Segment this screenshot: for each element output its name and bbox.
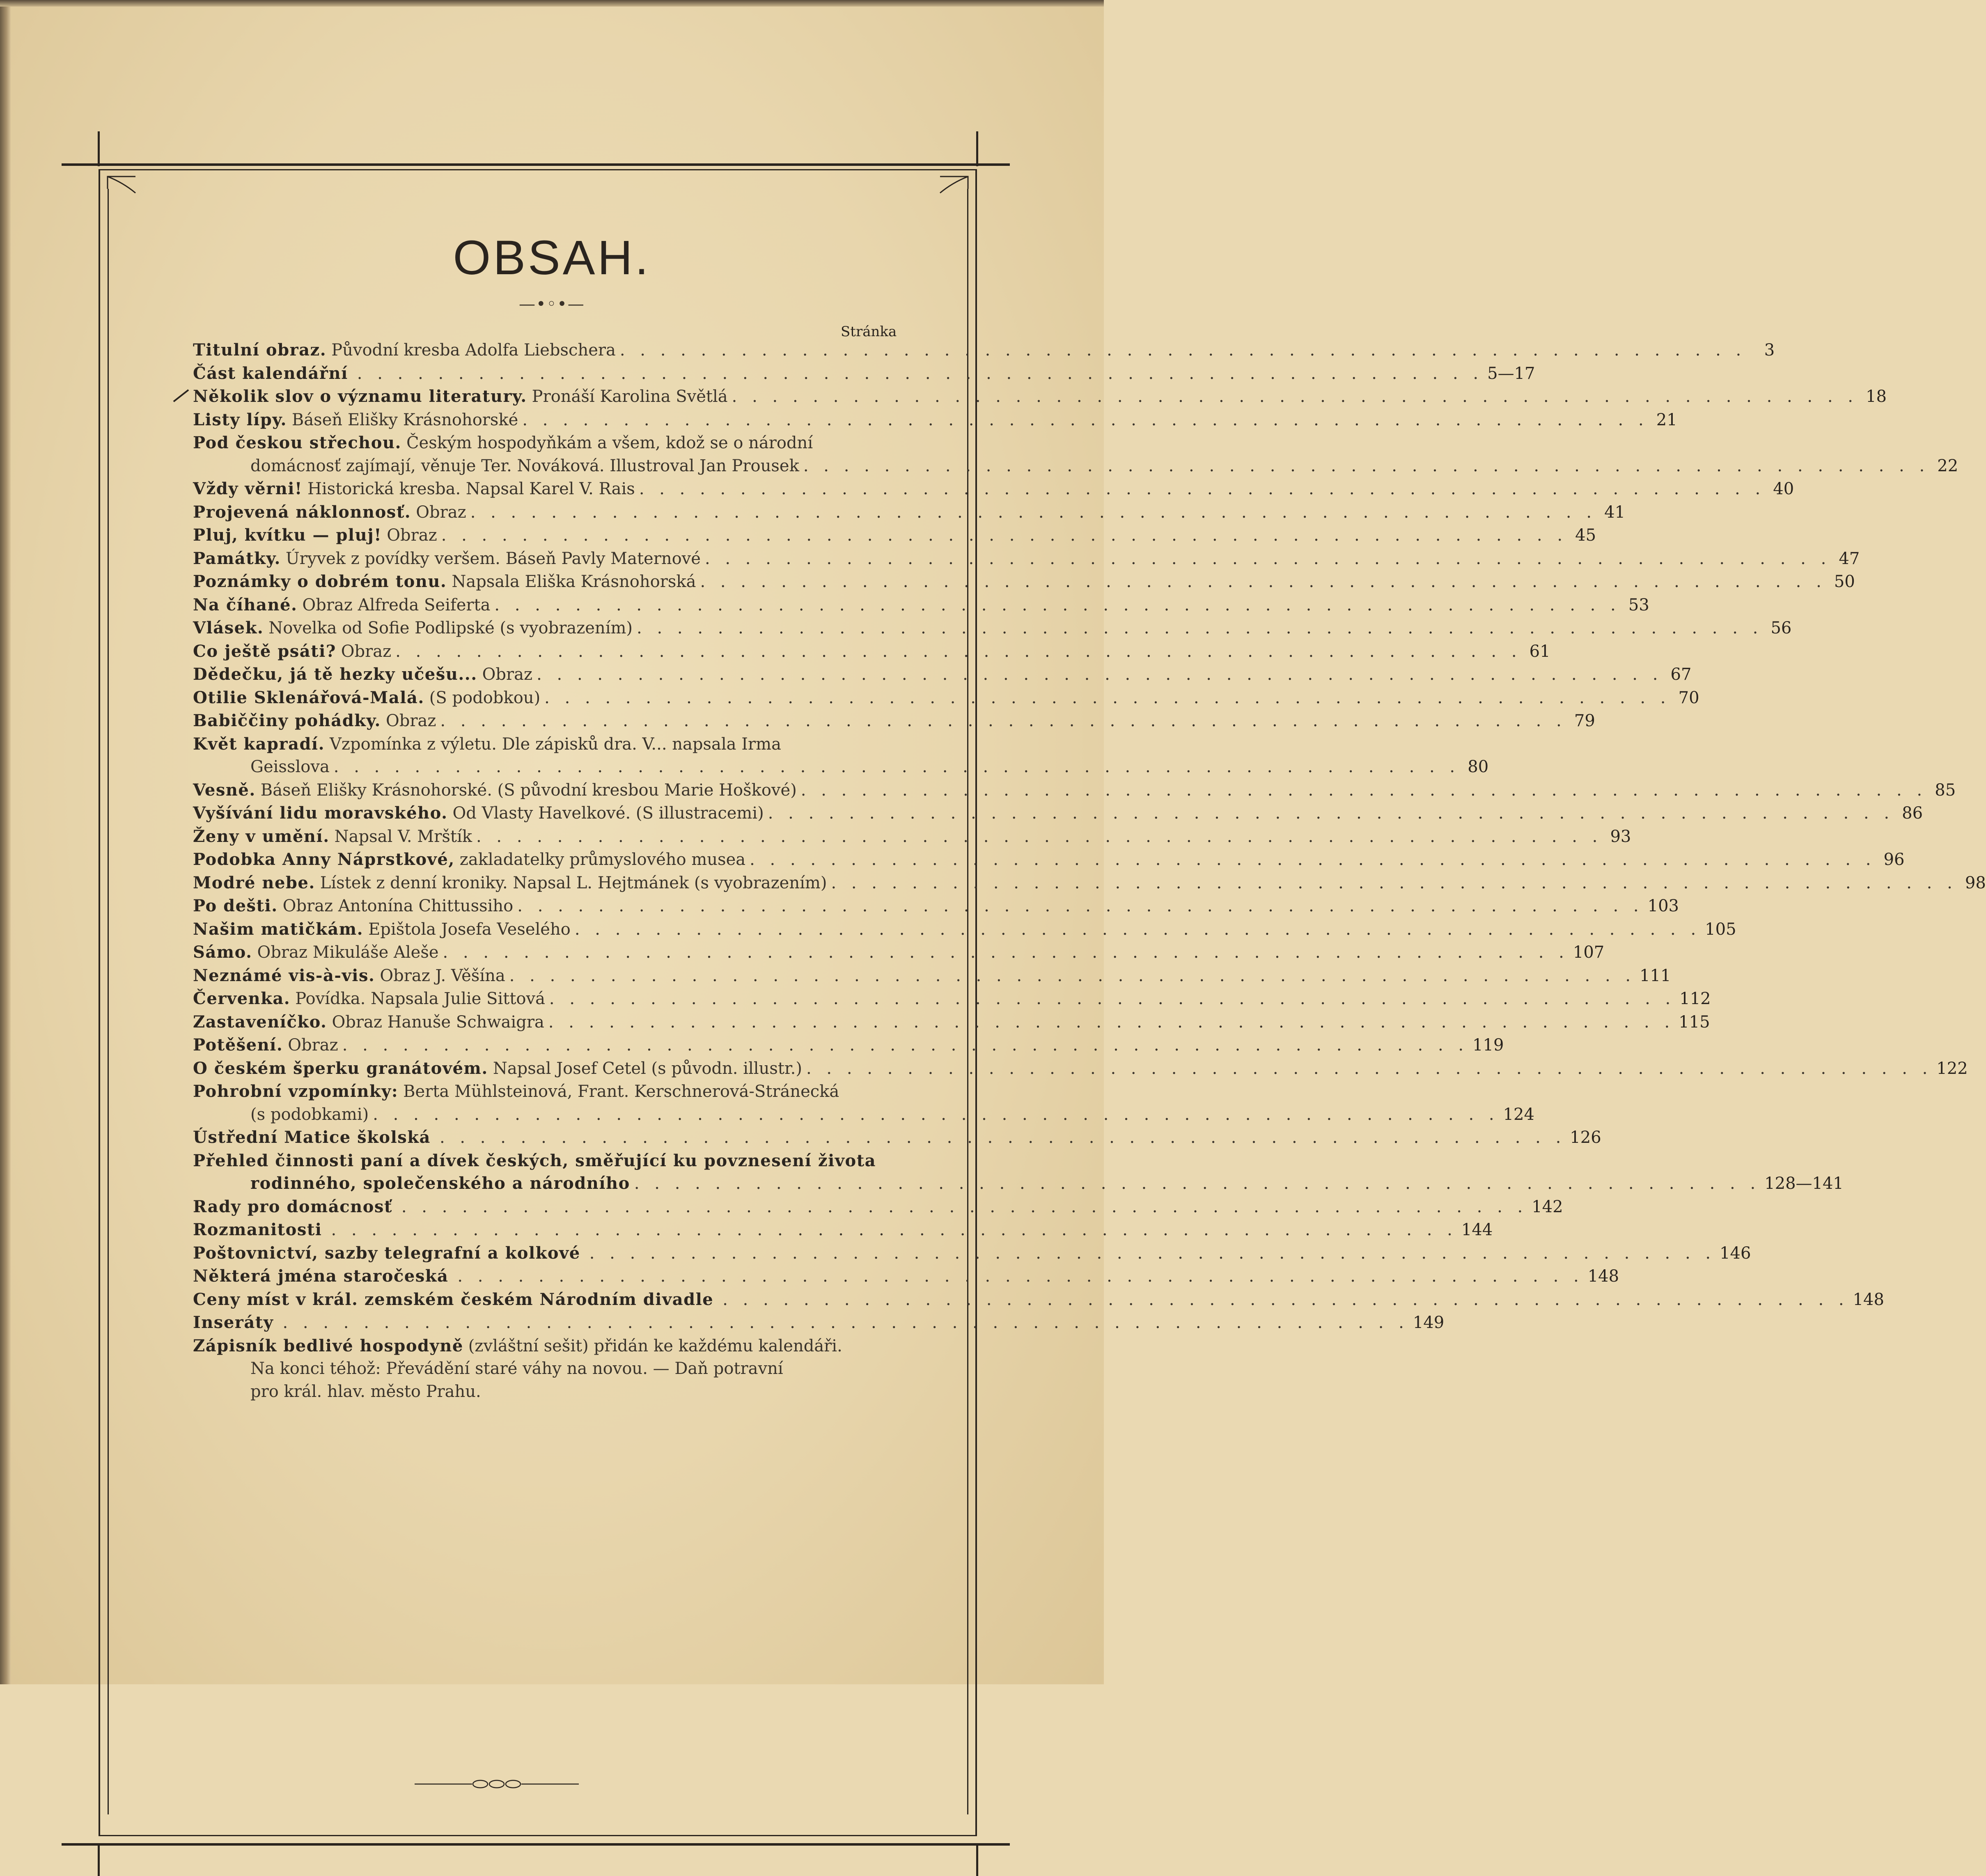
toc-leader-dots: . . . . . . . . . . . . . . . . . . . . . . . . . . . . . . . . . . . . . . . . . . . . . . . . . . . . . . . .	[704, 549, 1831, 568]
toc-entry	[193, 1311, 1445, 1335]
toc-entry	[193, 663, 1692, 686]
toc-leader-dots: . . . . . . . . . . . . . . . . . . . . . . . . . . . . . . . . . . . . . . . . . . . . . . . . . . . . . . . .	[439, 1128, 1566, 1147]
footer-ornament-icon	[415, 1776, 579, 1792]
toc-leader-dots: . . . . . . . . . . . . . . . . . . . . . . . . . . . . . . . . . . . . . . . . . . . . . . . . . . . . . . . .	[537, 665, 1663, 684]
toc-entry-title: Projevená náklonnosť.	[193, 502, 411, 522]
toc-entry	[193, 1057, 1968, 1080]
toc-leader-dots: . . . . . . . . . . . . . . . . . . . . . . . . . . . . . . . . . . . . . . . . . . . . . . . . . . . . . . . .	[700, 572, 1826, 591]
toc-page-number: 149	[1413, 1313, 1445, 1332]
toc-leader-dots: . . . . . . . . . . . . . . . . . . . . . . . . . . . . . . . . . . . . . . . . . . . . . . . . . . . . . . . .	[342, 1036, 1469, 1055]
toc-entry-description: zakladatelky průmyslového musea	[459, 850, 746, 869]
toc-entry-description: (s podobkami)	[250, 1105, 369, 1124]
toc-leader-dots: . . . . . . . . . . . . . . . . . . . . . . . . . . . . . . . . . . . . . . . . . . . . . . . . . . . . . . . .	[619, 341, 1746, 360]
toc-entry	[193, 1034, 1504, 1057]
toc-entry	[193, 524, 1596, 547]
toc-page-number: 96	[1883, 850, 1905, 869]
toc-leader-dots: . . . . . . . . . . . . . . . . . . . . . . . . . . . . . . . . . . . . . . . . . . . . . . . . . . . . . . . .	[803, 456, 1930, 475]
toc-entry-description: Obraz	[288, 1036, 338, 1055]
toc-entry-title: Část kalendářní	[193, 363, 348, 383]
toc-entry-description: domácnosť zajímají, věnuje Ter. Nováková. Illustroval Jan Prousek	[250, 456, 799, 475]
toc-leader-dots: . . . . . . . . . . . . . . . . . . . . . . . . . . . . . . . . . . . . . . . . . . . . . . . . . . . . . . . .	[522, 410, 1649, 429]
toc-entry-description: Obraz	[385, 711, 436, 730]
toc-page-number: 3	[1764, 341, 1775, 360]
toc-entry-title: Co ještě psáti?	[193, 641, 336, 661]
toc-entry-title: Některá jména staročeská	[193, 1266, 449, 1286]
toc-entry-title: Ceny míst v král. zemském českém Národním divadle	[193, 1289, 714, 1309]
toc-page-number: 45	[1575, 526, 1596, 545]
toc-entry	[193, 547, 1860, 571]
corner-top-right-icon	[940, 177, 968, 193]
toc-entry	[193, 964, 1671, 988]
toc-entry-description: rodinného, společenského a národního	[250, 1174, 630, 1193]
toc-page-number: 146	[1720, 1243, 1751, 1263]
toc-entry-title: Vesně.	[193, 780, 256, 800]
toc-leader-dots: . . . . . . . . . . . . . . . . . . . . . . . . . . . . . . . . . . . . . . . . . . . . . . . . . . . . . . . .	[549, 989, 1676, 1008]
toc-entry	[193, 825, 1631, 849]
toc-page-number: 50	[1834, 572, 1855, 591]
toc-entry-description: Napsal V. Mrštík	[334, 827, 472, 846]
toc-page-number: 56	[1770, 619, 1792, 638]
toc-entry	[193, 871, 1986, 895]
toc-entry	[193, 477, 1794, 501]
toc-entry-title: Titulní obraz.	[193, 340, 327, 360]
toc-page-number: 112	[1679, 989, 1711, 1008]
toc-page-number: 18	[1866, 387, 1887, 406]
toc-leader-dots: . . . . . . . . . . . . . . . . . . . . . . . . . . . . . . . . . . . . . . . . . . . . . . . . . . . . . . . .	[470, 502, 1597, 522]
closing-note-line-1	[193, 1335, 883, 1358]
toc-entry-title: Našim matičkám.	[193, 919, 364, 939]
toc-entry-title: Červenka.	[193, 989, 291, 1008]
toc-entry	[193, 385, 1887, 408]
closing-note-text: (zvláštní sešit) přidán ke každému kalendáři.	[468, 1336, 842, 1355]
toc-entry	[193, 1195, 1563, 1219]
toc-leader-dots: . . . . . . . . . . . . . . . . . . . . . . . . . . . . . . . . . . . . . . . . . . . . . . . . . . . . . . . .	[637, 619, 1763, 638]
toc-entry-title: Památky.	[193, 548, 281, 568]
toc-leader-dots: . . . . . . . . . . . . . . . . . . . . . . . . . . . . . . . . . . . . . . . . . . . . . . . . . . . . . . . .	[440, 711, 1566, 730]
toc-leader-dots: . . . . . . . . . . . . . . . . . . . . . . . . . . . . . . . . . . . . . . . . . . . . . . . . . . . . . . . .	[494, 595, 1621, 615]
toc-page-number: 98	[1965, 873, 1986, 892]
toc-page-number: 124	[1503, 1105, 1534, 1124]
frame-bottom-rule	[62, 1843, 1010, 1846]
toc-entry	[193, 756, 1489, 779]
toc-entry-description: Báseň Elišky Krásnohorské. (S původní kresbou Marie Hoškové)	[260, 780, 797, 800]
toc-entry	[193, 894, 1679, 918]
toc-entry	[193, 686, 1699, 710]
toc-leader-dots: . . . . . . . . . . . . . . . . . . . . . . . . . . . . . . . . . . . . . . . . . . . . . . . . . . . . . . . .	[476, 827, 1603, 846]
toc-page-number: 128—141	[1764, 1174, 1844, 1193]
toc-leader-dots: . . . . . . . . . . . . . . . . . . . . . . . . . . . . . . . . . . . . . . . . . . . . . . . . . . . . . . . .	[333, 757, 1460, 776]
toc-page-number: 144	[1461, 1220, 1493, 1239]
toc-entry-title: Rozmanitosti	[193, 1220, 322, 1239]
toc-entry-title: O českém šperku granátovém.	[193, 1058, 488, 1078]
toc-entry	[193, 408, 1677, 432]
toc-leader-dots: . . . . . . . . . . . . . . . . . . . . . . . . . . . . . . . . . . . . . . . . . . . . . . . . . . . . . . . .	[768, 804, 1894, 823]
toc-entry	[193, 941, 1605, 964]
toc-entry-title: Rady pro domácnosť	[193, 1197, 392, 1216]
toc-page-number: 105	[1705, 920, 1736, 939]
toc-leader-dots: . . . . . . . . . . . . . . . . . . . . . . . . . . . . . . . . . . . . . . . . . . . . . . . . . . . . . . . .	[441, 526, 1568, 545]
toc-entry-description: Báseň Elišky Krásnohorské	[291, 410, 518, 429]
toc-page-number: 5—17	[1487, 364, 1535, 383]
toc-page-number: 122	[1936, 1059, 1968, 1078]
toc-entry-description: Českým hospodyňkám a všem, kdož se o národní	[406, 433, 813, 452]
toc-entry-description: (S podobkou)	[429, 688, 541, 707]
toc-leader-dots: . . . . . . . . . . . . . . . . . . . . . . . . . . . . . . . . . . . . . . . . . . . . . . . . . . . . . . . .	[282, 1313, 1409, 1332]
closing-note-title: Zápisník bedlivé hospodyně	[193, 1336, 463, 1355]
toc-entry-description: Historická kresba. Napsal Karel V. Rais	[307, 479, 635, 498]
toc-entry	[193, 1103, 1534, 1126]
toc-entry-description: Pronáší Karolina Světlá	[532, 387, 728, 406]
toc-entry	[193, 640, 1550, 663]
toc-leader-dots: . . . . . . . . . . . . . . . . . . . . . . . . . . . . . . . . . . . . . . . . . . . . . . . . . . . . . . . .	[443, 943, 1569, 962]
toc-page-number: 86	[1902, 804, 1923, 823]
toc-entry-title: Ženy v umění.	[193, 826, 330, 846]
table-of-contents	[193, 339, 1986, 1403]
toc-entry-description: Napsala Eliška Krásnohorská	[452, 572, 696, 591]
toc-page-number: 53	[1628, 595, 1649, 615]
toc-entry-description: Obraz	[341, 642, 392, 661]
toc-leader-dots: . . . . . . . . . . . . . . . . . . . . . . . . . . . . . . . . . . . . . . . . . . . . . . . . . . . . . . . .	[574, 920, 1701, 939]
toc-entry	[193, 802, 1923, 825]
toc-entry-title: Poštovnictví, sazby telegrafní a kolkové	[193, 1243, 580, 1263]
toc-entry	[193, 918, 1736, 941]
toc-page-number: 107	[1573, 943, 1605, 962]
toc-page-number: 115	[1679, 1012, 1710, 1032]
toc-entry	[193, 1288, 1884, 1312]
toc-entry	[193, 362, 1535, 385]
toc-leader-dots: . . . . . . . . . . . . . . . . . . . . . . . . . . . . . . . . . . . . . . . . . . . . . . . . . . . . . . . .	[509, 966, 1636, 985]
toc-entry-title: Zastaveníčko.	[193, 1012, 327, 1032]
toc-page-number: 67	[1670, 665, 1692, 684]
toc-entry-description: Obraz Antonína Chittussiho	[282, 897, 514, 915]
toc-entry-title: Sámo.	[193, 943, 252, 962]
toc-page-number: 22	[1937, 456, 1958, 475]
toc-entry-title: Potěšení.	[193, 1035, 283, 1055]
toc-page-number: 79	[1574, 711, 1595, 730]
toc-leader-dots: . . . . . . . . . . . . . . . . . . . . . . . . . . . . . . . . . . . . . . . . . . . . . . . . . . . . . . . .	[732, 387, 1858, 406]
toc-leader-dots: . . . . . . . . . . . . . . . . . . . . . . . . . . . . . . . . . . . . . . . . . . . . . . . . . . . . . . . .	[331, 1220, 1457, 1239]
toc-entry-title: Listy lípy.	[193, 410, 287, 429]
toc-entry-description: Povídka. Napsala Julie Sittová	[295, 989, 545, 1008]
toc-entry-description: Berta Mühlsteinová, Frant. Kerschnerová-Stránecká	[403, 1082, 839, 1101]
toc-page-number: 93	[1610, 827, 1631, 846]
toc-page-number: 47	[1839, 549, 1860, 568]
toc-entry-title: Poznámky o dobrém tonu.	[193, 572, 447, 591]
toc-entry-description: Napsal Josef Cetel (s původn. illustr.)	[493, 1059, 802, 1078]
toc-page-number: 111	[1640, 966, 1671, 985]
toc-entry-title: Přehled činnosti paní a dívek českých, směřující ku povznesení života	[193, 1151, 876, 1170]
toc-leader-dots: . . . . . . . . . . . . . . . . . . . . . . . . . . . . . . . . . . . . . . . . . . . . . . . . . . . . . . . .	[831, 873, 1957, 892]
closing-note-line3: pro král. hlav. město Prahu.	[250, 1382, 481, 1401]
toc-entry-title: Květ kapradí.	[193, 734, 325, 754]
page-column-header: Stránka	[841, 323, 897, 340]
toc-leader-dots: . . . . . . . . . . . . . . . . . . . . . . . . . . . . . . . . . . . . . . . . . . . . . . . . . . . . . . . .	[800, 780, 1927, 800]
toc-entry	[193, 1265, 1619, 1288]
page-title: OBSAH.	[453, 231, 651, 285]
toc-entry-title: Modré nebe.	[193, 873, 315, 892]
toc-leader-dots: . . . . . . . . . . . . . . . . . . . . . . . . . . . . . . . . . . . . . . . . . . . . . . . . . . . . . . . .	[395, 642, 1522, 661]
toc-entry-title: Pluj, kvítku — pluj!	[193, 525, 382, 545]
toc-entry-title: Pohrobní vzpomínky:	[193, 1082, 399, 1101]
toc-entry	[193, 1011, 1710, 1034]
toc-entry-title: Podobka Anny Náprstkové,	[193, 850, 455, 869]
toc-entry-title: Neznámé vis-à-vis.	[193, 966, 375, 985]
toc-page-number: 148	[1587, 1267, 1619, 1286]
toc-entry-description: Vzpomínka z výletu. Dle zápisků dra. V... napsala Irma	[330, 734, 781, 754]
toc-entry	[193, 1172, 1844, 1195]
toc-leader-dots: . . . . . . . . . . . . . . . . . . . . . . . . . . . . . . . . . . . . . . . . . . . . . . . . . . . . . . . .	[517, 897, 1644, 915]
toc-entry	[193, 594, 1649, 617]
toc-entry	[193, 570, 1855, 594]
toc-entry-description: Obraz	[482, 665, 533, 684]
toc-entry-title: Vždy věrni!	[193, 479, 303, 498]
toc-entry-title: Dědečku, já tě hezky učešu...	[193, 665, 477, 684]
toc-leader-dots: . . . . . . . . . . . . . . . . . . . . . . . . . . . . . . . . . . . . . . . . . . . . . . . . . . . . . . . .	[457, 1267, 1584, 1286]
toc-entry	[193, 779, 1956, 802]
toc-leader-dots: . . . . . . . . . . . . . . . . . . . . . . . . . . . . . . . . . . . . . . . . . . . . . . . . . . . . . . . .	[589, 1243, 1716, 1263]
toc-leader-dots: . . . . . . . . . . . . . . . . . . . . . . . . . . . . . . . . . . . . . . . . . . . . . . . . . . . . . . . .	[722, 1290, 1849, 1309]
toc-entry	[193, 1149, 883, 1172]
toc-entry	[193, 455, 1958, 478]
toc-entry-description: Obraz	[387, 526, 437, 545]
toc-page-number: 142	[1532, 1197, 1563, 1216]
toc-entry-description: Obraz Mikuláše Aleše	[257, 943, 439, 962]
toc-leader-dots: . . . . . . . . . . . . . . . . . . . . . . . . . . . . . . . . . . . . . . . . . . . . . . . . . . . . . . . .	[401, 1197, 1528, 1216]
toc-entry-title: Pod českou střechou.	[193, 433, 401, 452]
toc-entry	[193, 617, 1792, 640]
toc-entry	[193, 501, 1626, 524]
toc-entry	[193, 1080, 883, 1103]
toc-entry-description: Geisslova	[250, 757, 330, 776]
corner-top-left-icon	[108, 177, 135, 193]
toc-entry	[193, 848, 1905, 871]
frame-bottom-right-tick	[976, 1843, 978, 1876]
toc-leader-dots: . . . . . . . . . . . . . . . . . . . . . . . . . . . . . . . . . . . . . . . . . . . . . . . . . . . . . . . .	[750, 850, 1876, 869]
toc-page-number: 119	[1472, 1036, 1504, 1055]
toc-leader-dots: . . . . . . . . . . . . . . . . . . . . . . . . . . . . . . . . . . . . . . . . . . . . . . . . . . . . . . . .	[544, 688, 1671, 707]
toc-entry	[193, 709, 1595, 733]
toc-entry	[193, 733, 883, 756]
toc-page-number: 40	[1773, 479, 1794, 498]
toc-entry-description: Původní kresba Adolfa Liebschera	[331, 341, 616, 360]
toc-entry-title: Vlásek.	[193, 618, 264, 638]
toc-entry-title: Ústřední Matice školská	[193, 1128, 431, 1147]
toc-entry-description: Úryvek z povídky veršem. Báseň Pavly Maternové	[285, 549, 701, 568]
toc-leader-dots: . . . . . . . . . . . . . . . . . . . . . . . . . . . . . . . . . . . . . . . . . . . . . . . . . . . . . . . .	[373, 1105, 1499, 1124]
closing-note-line2: Na konci téhož: Převádění staré váhy na novou. — Daň potravní	[250, 1359, 783, 1378]
title-ornament: —•◦•—	[519, 295, 585, 314]
toc-entry-description: Od Vlasty Havelkové. (S illustracemi)	[452, 804, 764, 823]
toc-entry-title: Babiččiny pohádky.	[193, 711, 381, 730]
toc-entry	[193, 431, 883, 455]
toc-entry-description: Obraz J. Věšína	[380, 966, 505, 985]
toc-entry	[193, 1242, 1751, 1265]
toc-leader-dots: . . . . . . . . . . . . . . . . . . . . . . . . . . . . . . . . . . . . . . . . . . . . . . . . . . . . . . . .	[634, 1174, 1761, 1193]
toc-page-number: 21	[1656, 410, 1677, 429]
frame-bottom-inner-rule	[99, 1835, 977, 1836]
toc-entry-title: Vyšívání lidu moravského.	[193, 803, 448, 823]
toc-entry-title: Otilie Sklenářová-Malá.	[193, 688, 424, 707]
toc-entry-description: Obraz Alfreda Seiferta	[302, 595, 491, 615]
toc-page-number: 61	[1529, 642, 1550, 661]
toc-entry	[193, 1126, 1601, 1149]
toc-entry	[193, 339, 1775, 362]
toc-entry-description: Novelka od Sofie Podlipské (s vyobrazením)	[268, 619, 633, 638]
toc-entry-description: Obraz Hanuše Schwaigra	[332, 1012, 544, 1032]
frame-bottom-left-tick	[98, 1843, 100, 1876]
toc-entry-description: Epištola Josefa Veselého	[368, 920, 571, 939]
toc-page-number: 41	[1604, 502, 1626, 522]
toc-entry-title: Na číhané.	[193, 595, 298, 615]
toc-leader-dots: . . . . . . . . . . . . . . . . . . . . . . . . . . . . . . . . . . . . . . . . . . . . . . . . . . . . . . . .	[639, 479, 1766, 498]
toc-leader-dots: . . . . . . . . . . . . . . . . . . . . . . . . . . . . . . . . . . . . . . . . . . . . . . . . . . . . . . . .	[806, 1059, 1933, 1078]
toc-page-number: 70	[1678, 688, 1699, 707]
toc-entry-title: Několik slov o významu literatury.	[193, 387, 527, 406]
toc-page-number: 103	[1647, 897, 1679, 915]
toc-entry	[193, 1218, 1493, 1242]
toc-page-number: 80	[1468, 757, 1489, 776]
toc-entry-title: Inseráty	[193, 1313, 274, 1332]
toc-page-number: 126	[1570, 1128, 1601, 1147]
toc-entry	[193, 987, 1711, 1011]
toc-page-number: 148	[1853, 1290, 1884, 1309]
toc-page-number: 85	[1935, 780, 1956, 800]
toc-leader-dots: . . . . . . . . . . . . . . . . . . . . . . . . . . . . . . . . . . . . . . . . . . . . . . . . . . . . . . . .	[357, 364, 1484, 383]
toc-entry-description: Lístek z denní kroniky. Napsal L. Hejtmánek (s vyobrazením)	[320, 873, 827, 892]
toc-entry-title: Po dešti.	[193, 896, 278, 915]
toc-leader-dots: . . . . . . . . . . . . . . . . . . . . . . . . . . . . . . . . . . . . . . . . . . . . . . . . . . . . . . . .	[548, 1012, 1675, 1032]
toc-entry-description: Obraz	[416, 502, 466, 522]
